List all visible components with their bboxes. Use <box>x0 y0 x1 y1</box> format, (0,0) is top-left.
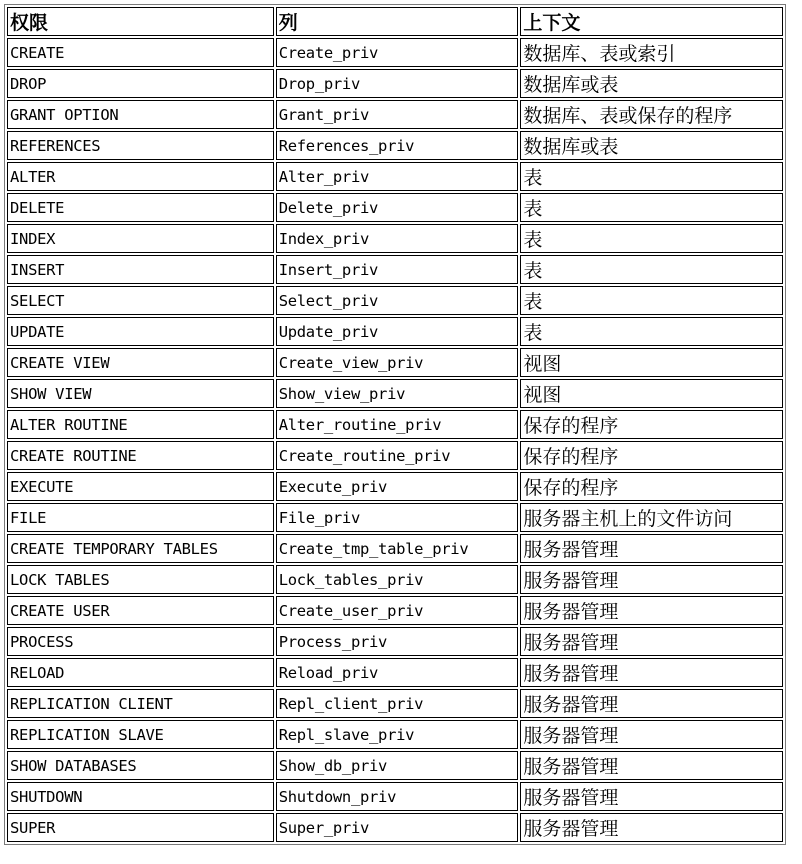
privilege-cell: REPLICATION CLIENT <box>7 689 274 718</box>
privilege-table-container <box>4 4 786 845</box>
privilege-cell: PROCESS <box>7 627 274 656</box>
privilege-cell: REFERENCES <box>7 131 274 160</box>
table-row <box>7 348 783 377</box>
column-cell: Delete_priv <box>276 193 519 222</box>
table-row <box>7 441 783 470</box>
column-cell: Super_priv <box>276 813 519 842</box>
context-cell: 服务器管理 <box>520 813 783 842</box>
context-cell: 服务器管理 <box>520 720 783 749</box>
header-row <box>7 7 783 36</box>
privilege-cell: EXECUTE <box>7 472 274 501</box>
context-cell: 服务器管理 <box>520 751 783 780</box>
column-cell: Insert_priv <box>276 255 519 284</box>
context-cell: 保存的程序 <box>520 410 783 439</box>
table-row <box>7 534 783 563</box>
privilege-cell: DELETE <box>7 193 274 222</box>
privilege-cell: SUPER <box>7 813 274 842</box>
column-cell: References_priv <box>276 131 519 160</box>
table-body <box>7 38 783 842</box>
column-cell: Alter_priv <box>276 162 519 191</box>
privilege-cell: ALTER <box>7 162 274 191</box>
column-cell: Create_priv <box>276 38 519 67</box>
column-cell: Create_routine_priv <box>276 441 519 470</box>
table-row <box>7 69 783 98</box>
context-cell: 数据库或表 <box>520 131 783 160</box>
column-cell: Repl_client_priv <box>276 689 519 718</box>
privilege-cell: DROP <box>7 69 274 98</box>
privilege-cell: SHUTDOWN <box>7 782 274 811</box>
column-cell: File_priv <box>276 503 519 532</box>
privilege-cell: CREATE <box>7 38 274 67</box>
table-row <box>7 658 783 687</box>
column-cell: Alter_routine_priv <box>276 410 519 439</box>
column-cell: Create_view_priv <box>276 348 519 377</box>
context-cell: 保存的程序 <box>520 441 783 470</box>
column-cell: Repl_slave_priv <box>276 720 519 749</box>
context-cell: 视图 <box>520 379 783 408</box>
privilege-cell: RELOAD <box>7 658 274 687</box>
context-cell: 表 <box>520 193 783 222</box>
context-cell: 服务器管理 <box>520 689 783 718</box>
context-cell: 服务器管理 <box>520 782 783 811</box>
table-row <box>7 162 783 191</box>
table-row <box>7 379 783 408</box>
column-cell: Process_priv <box>276 627 519 656</box>
privilege-cell: GRANT OPTION <box>7 100 274 129</box>
column-cell: Lock_tables_priv <box>276 565 519 594</box>
context-cell: 数据库、表或索引 <box>520 38 783 67</box>
privilege-cell: FILE <box>7 503 274 532</box>
table-row <box>7 286 783 315</box>
context-cell: 服务器管理 <box>520 627 783 656</box>
header-privilege: 权限 <box>7 7 274 36</box>
table-row <box>7 131 783 160</box>
context-cell: 服务器管理 <box>520 565 783 594</box>
column-cell: Reload_priv <box>276 658 519 687</box>
table-row <box>7 224 783 253</box>
privilege-cell: LOCK TABLES <box>7 565 274 594</box>
context-cell: 表 <box>520 162 783 191</box>
context-cell: 服务器主机上的文件访问 <box>520 503 783 532</box>
table-row <box>7 782 783 811</box>
privilege-cell: INDEX <box>7 224 274 253</box>
table-row <box>7 193 783 222</box>
context-cell: 服务器管理 <box>520 658 783 687</box>
context-cell: 服务器管理 <box>520 534 783 563</box>
column-cell: Execute_priv <box>276 472 519 501</box>
privilege-cell: SELECT <box>7 286 274 315</box>
privilege-cell: CREATE TEMPORARY TABLES <box>7 534 274 563</box>
table-row <box>7 503 783 532</box>
table-row <box>7 813 783 842</box>
table-row <box>7 317 783 346</box>
privilege-table <box>4 4 786 845</box>
context-cell: 数据库或表 <box>520 69 783 98</box>
table-row <box>7 38 783 67</box>
column-cell: Show_db_priv <box>276 751 519 780</box>
privilege-cell: INSERT <box>7 255 274 284</box>
header-context: 上下文 <box>520 7 783 36</box>
context-cell: 表 <box>520 286 783 315</box>
column-cell: Show_view_priv <box>276 379 519 408</box>
table-row <box>7 472 783 501</box>
column-cell: Shutdown_priv <box>276 782 519 811</box>
column-cell: Index_priv <box>276 224 519 253</box>
privilege-cell: CREATE VIEW <box>7 348 274 377</box>
privilege-cell: UPDATE <box>7 317 274 346</box>
column-cell: Update_priv <box>276 317 519 346</box>
context-cell: 保存的程序 <box>520 472 783 501</box>
column-cell: Drop_priv <box>276 69 519 98</box>
privilege-cell: CREATE USER <box>7 596 274 625</box>
table-row <box>7 100 783 129</box>
context-cell: 视图 <box>520 348 783 377</box>
privilege-cell: ALTER ROUTINE <box>7 410 274 439</box>
privilege-cell: SHOW DATABASES <box>7 751 274 780</box>
column-cell: Create_user_priv <box>276 596 519 625</box>
table-row <box>7 410 783 439</box>
table-row <box>7 720 783 749</box>
table-row <box>7 627 783 656</box>
table-row <box>7 565 783 594</box>
column-cell: Select_priv <box>276 286 519 315</box>
privilege-cell: SHOW VIEW <box>7 379 274 408</box>
table-row <box>7 689 783 718</box>
table-row <box>7 255 783 284</box>
context-cell: 数据库、表或保存的程序 <box>520 100 783 129</box>
context-cell: 服务器管理 <box>520 596 783 625</box>
privilege-cell: REPLICATION SLAVE <box>7 720 274 749</box>
context-cell: 表 <box>520 255 783 284</box>
column-cell: Create_tmp_table_priv <box>276 534 519 563</box>
context-cell: 表 <box>520 317 783 346</box>
header-column: 列 <box>276 7 519 36</box>
context-cell: 表 <box>520 224 783 253</box>
table-row <box>7 596 783 625</box>
table-row <box>7 751 783 780</box>
privilege-cell: CREATE ROUTINE <box>7 441 274 470</box>
column-cell: Grant_priv <box>276 100 519 129</box>
